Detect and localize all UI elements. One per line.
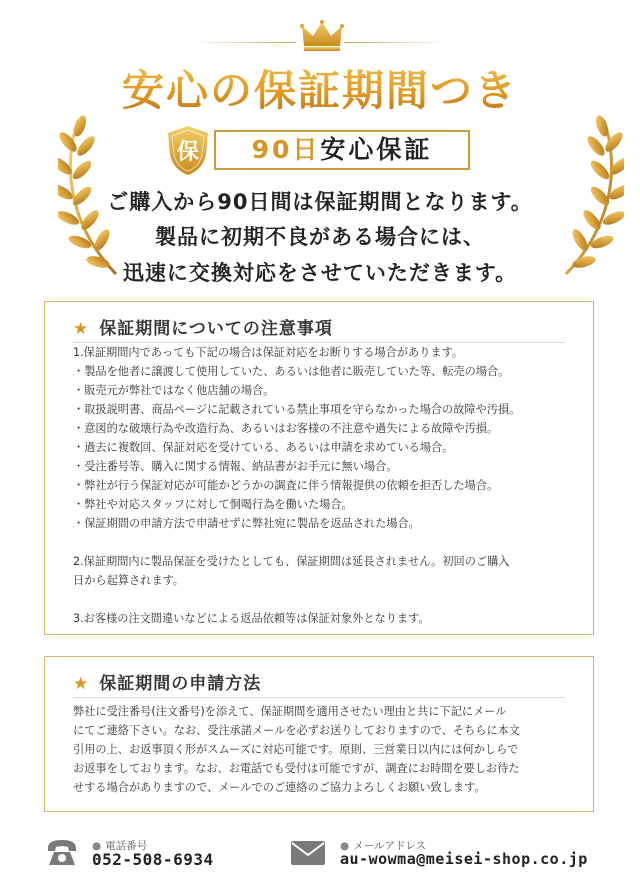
list-item: ・保証期間の申請方法で申請せずに弊社宛に製品を返品された場合。 bbox=[73, 517, 420, 530]
star-icon: ★ bbox=[73, 674, 90, 694]
ornament-line-left bbox=[190, 42, 296, 43]
apply-section bbox=[44, 656, 594, 812]
list-item: ・弊社や対応スタッフに対して恫喝行為を働いた場合。 bbox=[73, 498, 353, 511]
mail-icon bbox=[290, 840, 326, 866]
notice-item-2-line1: 2.保証期間内に製品保証を受けたとしても、保証期間は延長されません。初回のご購入 bbox=[73, 555, 510, 568]
list-item: ・受注番号等、購入に関する情報、納品書がお手元に無い場合。 bbox=[73, 460, 398, 473]
header-ornament bbox=[0, 18, 640, 58]
notice-item-1-title: 1.保証期間内であっても下記の場合は保証対応をお断りする場合があります。 bbox=[73, 346, 464, 359]
apply-heading-text: 保証期間の申請方法 bbox=[99, 674, 262, 694]
apply-text bbox=[73, 702, 573, 797]
phone-number[interactable]: 052-508-6934 bbox=[92, 850, 214, 869]
bullet-icon: ● bbox=[92, 840, 102, 852]
apply-line: 引用の上、お返事頂く形がスムーズに対応可能です。原則、三営業日以内には何かしらで bbox=[73, 743, 519, 756]
list-item: ・弊社が行う保証対応が可能かどうかの調査に伴う情報提供の依頼を拒否した場合。 bbox=[73, 479, 499, 492]
ornament-line-right bbox=[344, 42, 450, 43]
list-item: ・意図的な破壊行為や改造行為、あるいはお客様の不注意や過失による故障や汚損。 bbox=[73, 422, 499, 435]
apply-line: お返事をしております。なお、お電話でも受付は可能ですが、調査にお時間を要しお待た bbox=[73, 762, 520, 775]
mail-label-text: メールアドレス bbox=[353, 840, 427, 852]
apply-line: せする場合がありますので、メールでのご連絡のご協力よろしくお願い致します。 bbox=[73, 781, 486, 794]
subtitle-box bbox=[214, 130, 470, 170]
page-title: 安心の保証期間つき bbox=[0, 58, 640, 118]
notice-item-2-line2: 日から起算されます。 bbox=[73, 574, 184, 587]
subtitle-days: 90日 bbox=[251, 135, 321, 164]
bullet-icon: ● bbox=[340, 840, 350, 852]
notice-list bbox=[73, 343, 577, 628]
notice-heading bbox=[73, 314, 333, 339]
divider bbox=[73, 697, 565, 698]
notice-item-3: 3.お客様の注文間違いなどによる返品依頼等は保証対象外となります。 bbox=[73, 612, 430, 625]
crown-icon bbox=[300, 20, 344, 52]
badge-char: 保 bbox=[176, 140, 199, 165]
email-address[interactable]: au-wowma@meisei-shop.co.jp bbox=[340, 850, 588, 868]
guarantee-badge bbox=[166, 124, 210, 176]
lead-line-1: ご購入から90日間は保証期間となります。 bbox=[107, 190, 533, 214]
subtitle-rest: 安心保証 bbox=[320, 135, 433, 164]
phone-label-text: 電話番号 bbox=[105, 840, 148, 852]
notice-heading-text: 保証期間についての注意事項 bbox=[99, 319, 333, 339]
apply-line: にてご連絡下さい。なお、受注承諾メールを必ずお送りしておりますので、そちらに本文 bbox=[73, 724, 521, 737]
list-item: ・取扱説明書、商品ページに記載されている禁止事項を守らなかった場合の故障や汚損。 bbox=[73, 403, 521, 416]
list-item: ・過去に複数回、保証対応を受けている、あるいは申請を求めている場合。 bbox=[73, 441, 454, 454]
notice-section bbox=[44, 301, 594, 635]
apply-heading bbox=[73, 669, 261, 694]
apply-line: 弊社に受注番号(注文番号)を添えて、保証期間を適用させたい理由と共に下記にメール bbox=[73, 705, 507, 718]
list-item: ・製品を他者に譲渡して使用していた、あるいは他者に販売していた等、転売の場合。 bbox=[73, 365, 510, 378]
lead-line-3: 迅速に交換対応をさせていただきます。 bbox=[122, 261, 518, 285]
lead-line-2: 製品に初期不良がある場合には、 bbox=[155, 225, 485, 249]
star-icon: ★ bbox=[73, 319, 90, 339]
phone-icon bbox=[46, 838, 78, 868]
list-item: ・販売元が弊社ではなく他店舗の場合。 bbox=[73, 384, 275, 397]
